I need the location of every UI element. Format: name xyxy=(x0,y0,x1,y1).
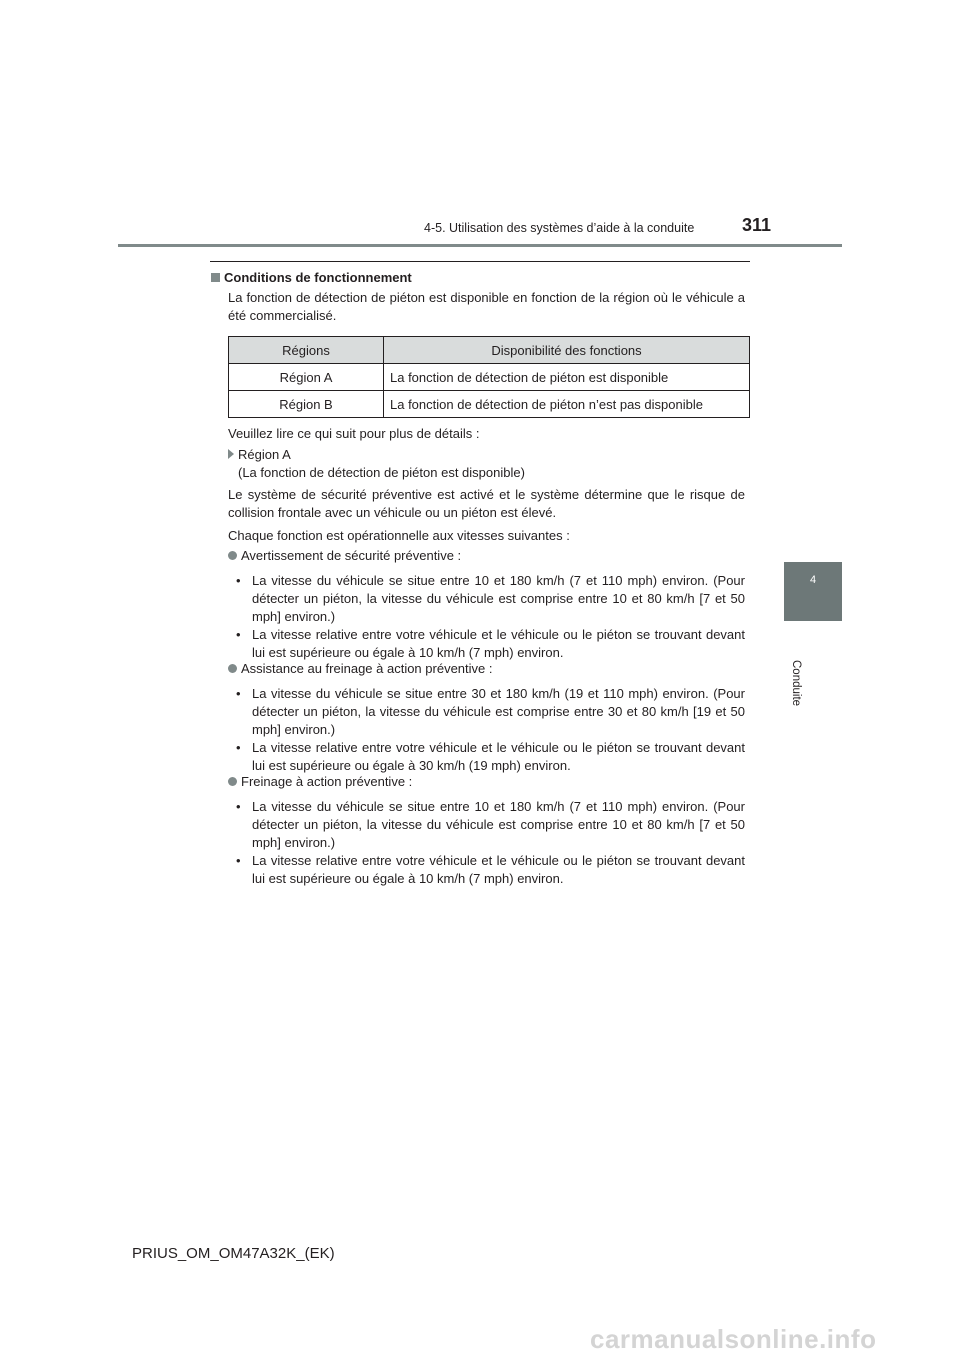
triangle-bullet-icon xyxy=(228,449,234,459)
list-item-text: La vitesse du véhicule se situe entre 10 et 180 km/h (7 et 110 mph) environ. (Pour détecter un piéton, la vitesse du véhicule est comprise entre 10 et 80 km/h [7 et 50 mph] environ.) xyxy=(252,799,745,850)
region-a-title: Région A xyxy=(238,447,291,462)
table-cell: Région A xyxy=(229,364,384,391)
table-row xyxy=(229,364,750,391)
region-a-subtitle: (La fonction de détection de piéton est disponible) xyxy=(238,465,525,480)
region-a-description: Le système de sécurité préventive est activé et le système détermine que le risque de collision frontale avec un véhicule ou un piéton est élevé. xyxy=(228,487,745,520)
list-item-text: La vitesse relative entre votre véhicule et le véhicule ou le piéton se trouvant devant lui est supérieure ou égale à 10 km/h (7 mph) environ. xyxy=(252,627,745,660)
section-title-text: Conditions de fonctionnement xyxy=(224,270,412,285)
running-header: 4-5. Utilisation des systèmes d’aide à la conduite xyxy=(424,221,695,235)
table-cell: Région B xyxy=(229,391,384,418)
header-rule xyxy=(118,244,842,247)
function-heading xyxy=(228,547,461,565)
chapter-label: Conduite xyxy=(790,660,802,707)
function-heading xyxy=(228,773,412,791)
function-list xyxy=(236,572,745,662)
function-list xyxy=(236,685,745,775)
square-bullet-icon xyxy=(211,273,220,282)
list-item: • La vitesse relative entre votre véhicule et le véhicule ou le piéton se trouvant devant lui est supérieure ou égale à 30 km/h (19 mph) environ. xyxy=(236,740,745,773)
table-header-cell: Disponibilité des fonctions xyxy=(384,337,750,364)
function-title: Freinage à action préventive : xyxy=(241,774,413,789)
page-number: 311 xyxy=(742,215,772,235)
list-item: • La vitesse relative entre votre véhicule et le véhicule ou le piéton se trouvant devant lui est supérieure ou égale à 10 km/h (7 mph) environ. xyxy=(236,627,745,660)
list-item-text: La vitesse du véhicule se situe entre 10 et 180 km/h (7 et 110 mph) environ. (Pour détecter un piéton, la vitesse du véhicule est comprise entre 10 et 80 km/h [7 et 50 mph] environ.) xyxy=(252,573,745,624)
speeds-intro: Chaque fonction est opérationnelle aux vitesses suivantes : xyxy=(228,528,570,543)
function-list xyxy=(236,798,745,888)
function-heading xyxy=(228,660,492,678)
circle-bullet-icon xyxy=(228,664,237,673)
function-title: Assistance au freinage à action préventive : xyxy=(241,661,493,676)
details-intro: Veuillez lire ce qui suit pour plus de détails : xyxy=(228,426,480,441)
table-header-cell: Régions xyxy=(229,337,384,364)
list-item-text: La vitesse relative entre votre véhicule et le véhicule ou le piéton se trouvant devant lui est supérieure ou égale à 30 km/h (19 mph) environ. xyxy=(252,740,745,773)
list-item: • La vitesse du véhicule se situe entre 10 et 180 km/h (7 et 110 mph) environ. (Pour détecter un piéton, la vitesse du véhicule est comprise entre 10 et 80 km/h [7 et 50 mph] environ.) xyxy=(236,799,745,850)
list-item: • La vitesse du véhicule se situe entre 10 et 180 km/h (7 et 110 mph) environ. (Pour détecter un piéton, la vitesse du véhicule est comprise entre 10 et 80 km/h [7 et 50 mph] environ.) xyxy=(236,573,745,624)
section-rule xyxy=(210,261,750,262)
table-cell: La fonction de détection de piéton est disponible xyxy=(384,364,750,391)
region-a-heading xyxy=(228,446,748,482)
circle-bullet-icon xyxy=(228,777,237,786)
section-title xyxy=(211,269,412,287)
intro-paragraph: La fonction de détection de piéton est disponible en fonction de la région où le véhicule a été commercialisé. xyxy=(228,290,745,323)
list-item-text: La vitesse du véhicule se situe entre 30 et 180 km/h (19 et 110 mph) environ. (Pour détecter un piéton, la vitesse du véhicule est comprise entre 30 et 80 km/h [19 et 50 mph] environ.) xyxy=(252,686,745,737)
table-row xyxy=(229,391,750,418)
regions-table xyxy=(228,336,750,418)
table-cell: La fonction de détection de piéton n’est pas disponible xyxy=(384,391,750,418)
chapter-number: 4 xyxy=(809,574,817,586)
list-item: • La vitesse du véhicule se situe entre 30 et 180 km/h (19 et 110 mph) environ. (Pour détecter un piéton, la vitesse du véhicule est comprise entre 30 et 80 km/h [19 et 50 mph] environ.) xyxy=(236,686,745,737)
watermark: carmanualsonline.info xyxy=(590,1324,877,1354)
table-header-row xyxy=(229,337,750,364)
circle-bullet-icon xyxy=(228,551,237,560)
list-item-text: La vitesse relative entre votre véhicule et le véhicule ou le piéton se trouvant devant lui est supérieure ou égale à 10 km/h (7 mph) environ. xyxy=(252,853,745,886)
chapter-tab xyxy=(784,562,842,621)
list-item: • La vitesse relative entre votre véhicule et le véhicule ou le piéton se trouvant devant lui est supérieure ou égale à 10 km/h (7 mph) environ. xyxy=(236,853,745,886)
footer-doc-code: PRIUS_OM_OM47A32K_(EK) xyxy=(132,1245,335,1262)
function-title: Avertissement de sécurité préventive : xyxy=(241,548,462,563)
